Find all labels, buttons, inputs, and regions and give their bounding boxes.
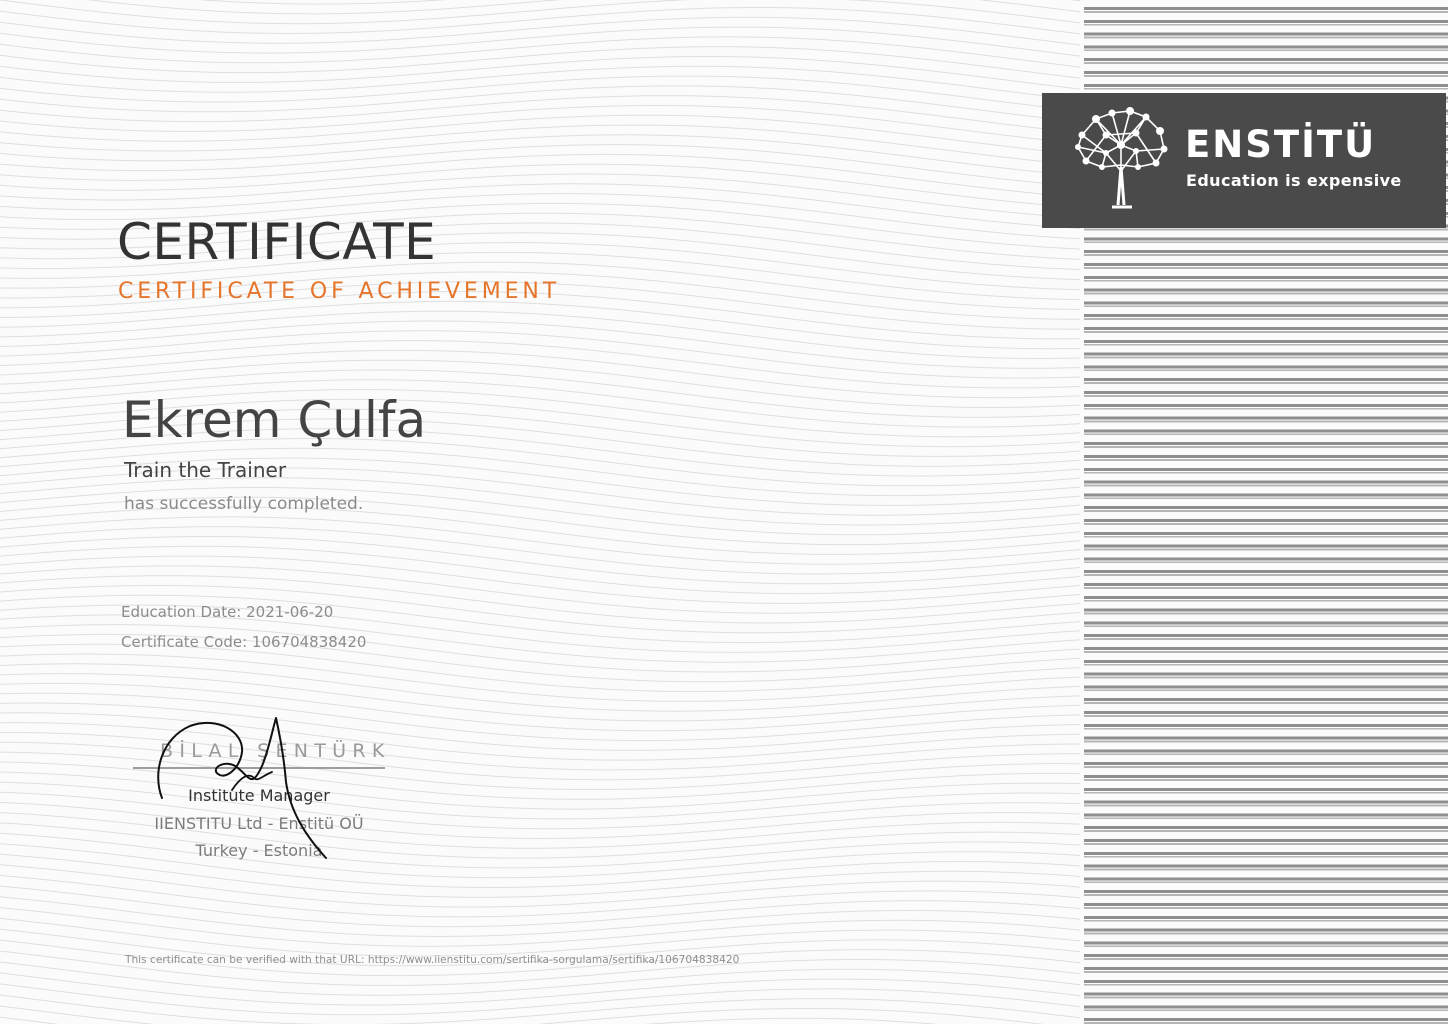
- brand-tagline: Education is expensive: [1186, 171, 1402, 190]
- education-date: Education Date: 2021-06-20: [121, 603, 334, 621]
- wave-line: [0, 654, 1080, 701]
- wave-line: [0, 1017, 1080, 1024]
- wave-line: [0, 37, 1080, 67]
- wave-line: [0, 0, 1080, 4]
- signatory-name: BİLAL ŞENTÜRK: [160, 740, 391, 762]
- brand-logo: [1042, 93, 1446, 228]
- wave-line: [0, 66, 1080, 100]
- wave-line: [0, 556, 1080, 603]
- wave-line: [0, 76, 1080, 111]
- handwritten-signature: [148, 712, 338, 862]
- certificate-subtitle: CERTIFICATE OF ACHIEVEMENT: [118, 279, 561, 304]
- course-name: Train the Trainer: [124, 458, 287, 482]
- wave-line: [0, 0, 1080, 14]
- wave-line: [0, 973, 1080, 1005]
- signatory-organization: IIENSTITU Ltd - Enstitü OÜ: [154, 814, 364, 833]
- recipient-name: Ekrem Çulfa: [122, 391, 427, 449]
- completion-text: has successfully completed.: [124, 494, 364, 514]
- certificate-code: Certificate Code: 106704838420: [121, 633, 367, 651]
- network-tree-icon: [1072, 105, 1170, 209]
- wave-line: [0, 301, 1080, 348]
- signatory-location: Turkey - Estonia: [195, 841, 323, 860]
- certificate-title: CERTIFICATE: [117, 213, 437, 271]
- wave-line: [0, 8, 1080, 34]
- verification-note: This certificate can be verified with that URL: https://www.iienstitu.com/sertifika-sorgulama/sertifika/106704838420: [125, 954, 740, 966]
- wave-line: [0, 0, 1080, 24]
- wave-line: [0, 27, 1080, 56]
- signatory-role: Institute Manager: [188, 786, 330, 805]
- wave-line: [0, 995, 1080, 1024]
- wave-line: [0, 17, 1080, 45]
- brand-name: ENSTİTÜ: [1185, 123, 1377, 166]
